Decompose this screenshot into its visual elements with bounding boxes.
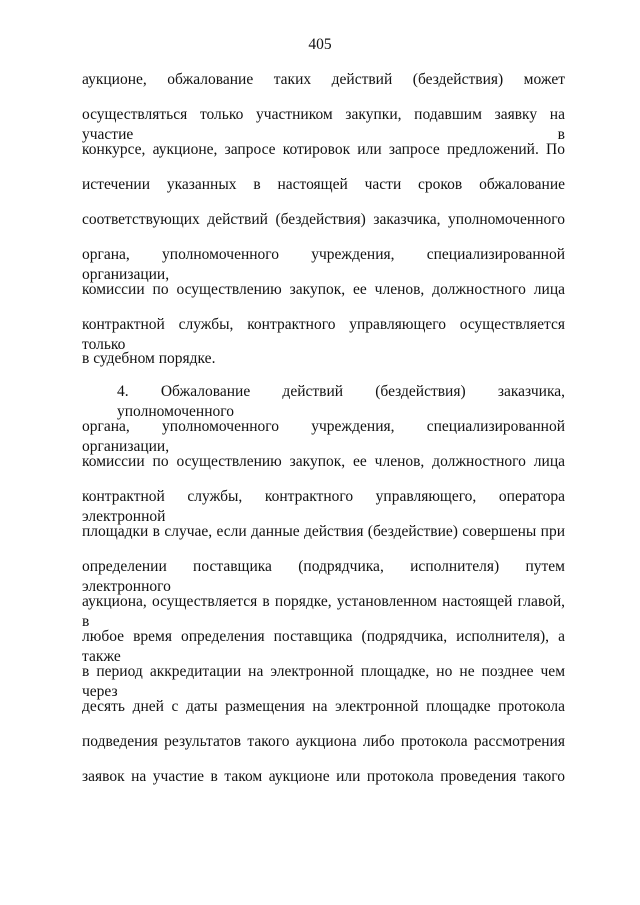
text-line: органа, уполномоченного учреждения, специализированной организации, [82,246,565,283]
text-line: площадки в случае, если данные действия (бездействие) совершены при [82,523,565,540]
text-line: истечении указанных в настоящей части сроков обжалование [82,176,565,193]
text-line: 4. Обжалование действий (бездействия) заказчика, уполномоченного [117,383,565,420]
text-line: соответствующих действий (бездействия) заказчика, уполномоченного [82,211,565,228]
text-line: в судебном порядке. [82,350,216,367]
text-line: органа, уполномоченного учреждения, специализированной организации, [82,418,565,455]
text-line: аукциона, осуществляется в порядке, установленном настоящей главой, в [82,593,565,630]
text-line: комиссии по осуществлению закупок, ее членов, должностного лица [82,453,565,470]
text-line: десять дней с даты размещения на электронной площадке протокола [82,698,565,715]
text-line: комиссии по осуществлению закупок, ее членов, должностного лица [82,281,565,298]
text-line: в период аккредитации на электронной площадке, но не позднее чем через [82,663,565,700]
text-line: контрактной службы, контрактного управляющего, оператора электронной [82,488,565,525]
text-line: осуществляться только участником закупки, подавшим заявку на участие в [82,106,565,143]
page-number: 405 [308,36,332,53]
text-line: любое время определения поставщика (подрядчика, исполнителя), а также [82,628,565,665]
text-line: заявок на участие в таком аукционе или протокола проведения такого [82,768,565,785]
text-line: конкурсе, аукционе, запросе котировок или запросе предложений. По [82,141,565,158]
text-line: контрактной службы, контрактного управляющего осуществляется только [82,316,565,353]
text-line: подведения результатов такого аукциона либо протокола рассмотрения [82,733,565,750]
text-line: аукционе, обжалование таких действий (бездействия) может [82,71,565,88]
text-line: определении поставщика (подрядчика, исполнителя) путем электронного [82,558,565,595]
